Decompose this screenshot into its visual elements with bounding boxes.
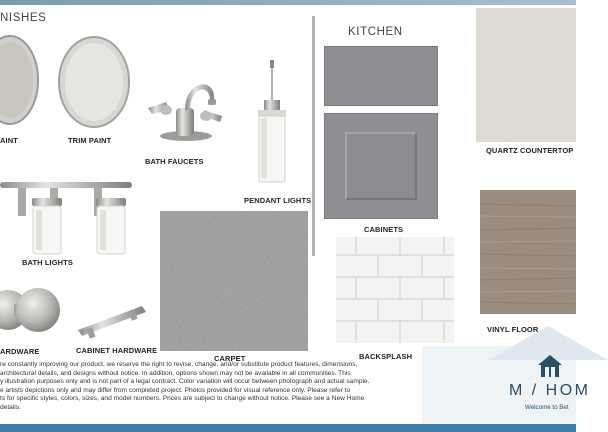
vinyl-floor-label: VINYL FLOOR xyxy=(487,325,539,334)
paint-label: AINT xyxy=(0,136,18,145)
bath-faucets-label: BATH FAUCETS xyxy=(145,157,204,166)
cabinet-door-panel xyxy=(345,132,417,200)
door-hardware-image xyxy=(0,280,62,344)
hardware-label: ARDWARE xyxy=(0,347,40,356)
carpet-label: CARPET xyxy=(214,354,246,363)
carpet-swatch xyxy=(160,211,308,351)
kitchen-title: KITCHEN xyxy=(348,26,403,38)
top-accent-bar xyxy=(0,0,576,5)
brand-welcome: Welcome to Bet xyxy=(525,404,569,411)
paint-swatch-image xyxy=(0,32,42,128)
disclaimer-line: ts for specific styles, colors, sizes, and model numbers. Prices are subject to change without notice. Please see a New Home xyxy=(0,395,365,403)
pendant-light-image xyxy=(252,60,292,190)
finishes-title: NISHES xyxy=(0,12,47,24)
disclaimer-line: architectural details, and designs without notice. In addition, options shown may not be available in all communities. This xyxy=(0,369,351,377)
cabinet-hardware-label: CABINET HARDWARE xyxy=(76,346,158,355)
brand-name: M / HOM xyxy=(509,382,591,399)
bath-lights-label: BATH LIGHTS xyxy=(22,258,73,267)
disclaimer-text xyxy=(0,361,422,413)
bottom-accent-bar xyxy=(0,424,576,432)
cabinet-pull-image xyxy=(74,300,154,344)
disclaimer-line: y illustration purposes only and is not part of a legal contract. Color variation will occur between photograph and actual sample. xyxy=(0,378,370,386)
cabinet-drawer-swatch xyxy=(324,46,438,106)
quartz-countertop-swatch xyxy=(476,8,576,142)
disclaimer-line: details. xyxy=(0,403,21,411)
bath-faucet-image xyxy=(144,70,228,150)
house-logo-icon xyxy=(537,354,563,378)
cabinets-label: CABINETS xyxy=(364,225,404,234)
disclaimer-line: e artists depictions only and may differ from completed project. Photos provided for visual reference only. Please refer to xyxy=(0,386,351,394)
disclaimer-line: re constantly improving our product, we reserve the right to revise, change, and/or substitute product features, dimensions, xyxy=(0,361,358,368)
bath-lights-image xyxy=(0,174,136,258)
trim-paint-label: TRIM PAINT xyxy=(68,136,112,145)
pendant-lights-label: PENDANT LIGHTS xyxy=(244,196,312,205)
vinyl-floor-swatch xyxy=(480,190,576,314)
trim-paint-swatch-image xyxy=(56,34,132,130)
quartz-countertop-label: QUARTZ COUNTERTOP xyxy=(486,146,574,155)
backsplash-label: BACKSPLASH xyxy=(359,352,413,361)
backsplash-swatch xyxy=(336,237,454,343)
section-divider xyxy=(312,16,315,256)
cabinet-door-swatch xyxy=(324,113,438,219)
